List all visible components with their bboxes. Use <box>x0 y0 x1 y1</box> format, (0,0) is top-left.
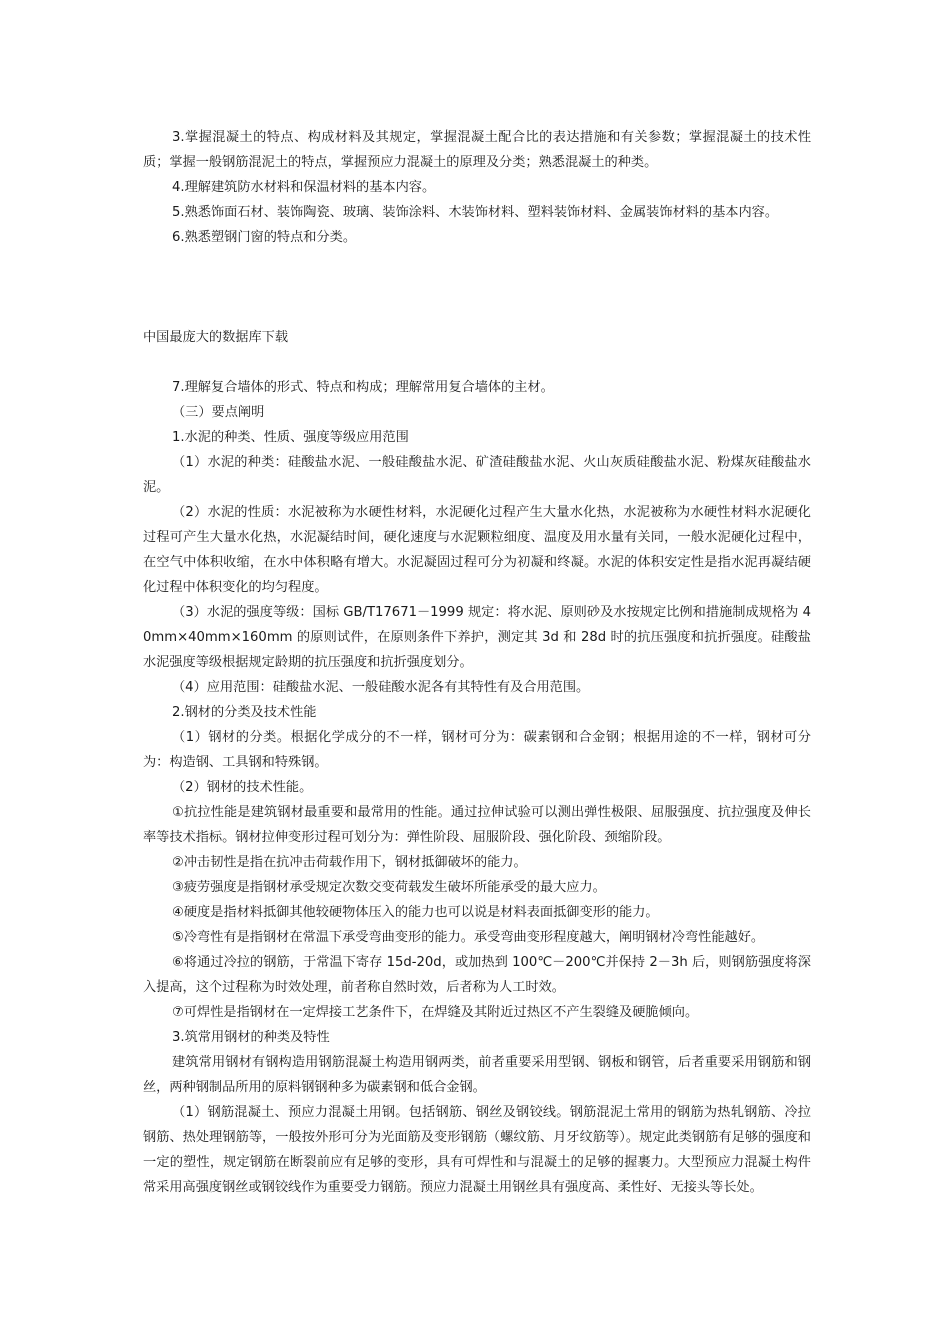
watermark-line <box>143 325 811 350</box>
paragraph: （2）钢材的技术性能。 <box>172 780 313 795</box>
list-item: ④硬度是指材料抵御其他较硬物体压入的能力也可以说是材料表面抵御变形的能力。 <box>172 905 659 920</box>
list-item: ③疲劳强度是指钢材承受规定次数交变荷载发生破坏所能承受的最大应力。 <box>172 880 606 895</box>
section-objectives-continued <box>143 125 811 250</box>
list-item: ⑦可焊性是指钢材在一定焊接工艺条件下，在焊缝及其附近过热区不产生裂缝及硬脆倾向。 <box>172 1005 699 1020</box>
paragraph: （4）应用范围：硅酸盐水泥、一般硅酸水泥各有其特性有及合用范围。 <box>172 680 590 695</box>
section-heading: （三）要点阐明 <box>172 405 265 420</box>
section-key-points <box>143 375 811 1200</box>
paragraph: 3.掌握混凝土的特点、构成材料及其规定，掌握混凝土配合比的表达措施和有关参数；掌握混凝土的技术性质；掌握一般钢筋混泥土的特点，掌握预应力混凝土的原理及分类；熟悉混凝土的种类。 <box>143 130 811 170</box>
subsection-heading: 3.筑常用钢材的种类及特性 <box>172 1030 330 1045</box>
paragraph: 5.熟悉饰面石材、装饰陶瓷、玻璃、装饰涂料、木装饰材料、塑料装饰材料、金属装饰材料的基本内容。 <box>172 205 779 220</box>
subsection-heading: 2.钢材的分类及技术性能 <box>172 705 317 720</box>
list-item: ②冲击韧性是指在抗冲击荷载作用下，钢材抵御破坏的能力。 <box>172 855 527 870</box>
list-item: ⑤冷弯性有是指钢材在常温下承受弯曲变形的能力。承受弯曲变形程度越大，阐明钢材冷弯性能越好。 <box>172 930 765 945</box>
paragraph: 建筑常用钢材有钢构造用钢筋混凝土构造用钢两类，前者重要采用型钢、钢板和钢管，后者重要采用钢筋和钢丝，两种钢制品所用的原料钢钢种多为碳素钢和低合金钢。 <box>143 1055 811 1095</box>
paragraph: （2）水泥的性质：水泥被称为水硬性材料，水泥硬化过程产生大量水化热，水泥被称为水硬性材料水泥硬化过程可产生大量水化热，水泥凝结时间，硬化速度与水泥颗粒细度、温度及用水量有关同，一般水泥硬化过程中，在空气中体积收缩，在水中体积略有增大。水泥凝固过程可分为初凝和终凝。水泥的体积安定性是指水泥再凝结硬化过程中体积变化的均匀程度。 <box>143 505 811 595</box>
subsection-heading: 1.水泥的种类、性质、强度等级应用范围 <box>172 430 409 445</box>
list-item: ①抗拉性能是建筑钢材最重要和最常用的性能。通过拉伸试验可以测出弹性极限、屈服强度、抗拉强度及伸长率等技术指标。钢材拉伸变形过程可划分为：弹性阶段、屈服阶段、强化阶段、颈缩阶段。 <box>143 805 811 845</box>
paragraph: 6.熟悉塑钢门窗的特点和分类。 <box>172 230 357 245</box>
list-item: ⑥将通过冷拉的钢筋，于常温下寄存 15d-20d，或加热到 100℃－200℃并保持 2－3h 后，则钢筋强度将深入提高，这个过程称为时效处理，前者称自然时效，后者称为人工时效。 <box>143 955 811 995</box>
watermark-text: 中国最庞大的数据库下载 <box>143 330 289 345</box>
paragraph: （1）水泥的种类：硅酸盐水泥、一般硅酸盐水泥、矿渣硅酸盐水泥、火山灰质硅酸盐水泥、粉煤灰硅酸盐水泥。 <box>143 455 811 495</box>
paragraph: （1）钢筋混凝土、预应力混凝土用钢。包括钢筋、钢丝及钢铰线。钢筋混泥土常用的钢筋为热轧钢筋、冷拉钢筋、热处理钢筋等，一般按外形可分为光面筋及变形钢筋（螺纹筋、月牙纹筋等）。规定此类钢筋有足够的强度和一定的塑性，规定钢筋在断裂前应有足够的变形，具有可焊性和与混凝土的足够的握裹力。大型预应力混凝土构件常采用高强度钢丝或钢铰线作为重要受力钢筋。预应力混凝土用钢丝具有强度高、柔性好、无接头等长处。 <box>143 1105 811 1195</box>
paragraph: （3）水泥的强度等级：国标 GB/T17671－1999 规定：将水泥、原则砂及水按规定比例和措施制成规格为 40mm×40mm×160mm 的原则试件，在原则条件下养护，测定其 3d 和 28d 时的抗压强度和抗折强度。硅酸盐水泥强度等级根据规定龄期的抗压强度和抗折强度划分。 <box>143 605 811 670</box>
paragraph: 4.理解建筑防水材料和保温材料的基本内容。 <box>172 180 436 195</box>
paragraph: （1）钢材的分类。根据化学成分的不一样，钢材可分为：碳素钢和合金钢；根据用途的不一样，钢材可分为：构造钢、工具钢和特殊钢。 <box>143 730 811 770</box>
paragraph: 7.理解复合墙体的形式、特点和构成；理解常用复合墙体的主材。 <box>172 380 554 395</box>
